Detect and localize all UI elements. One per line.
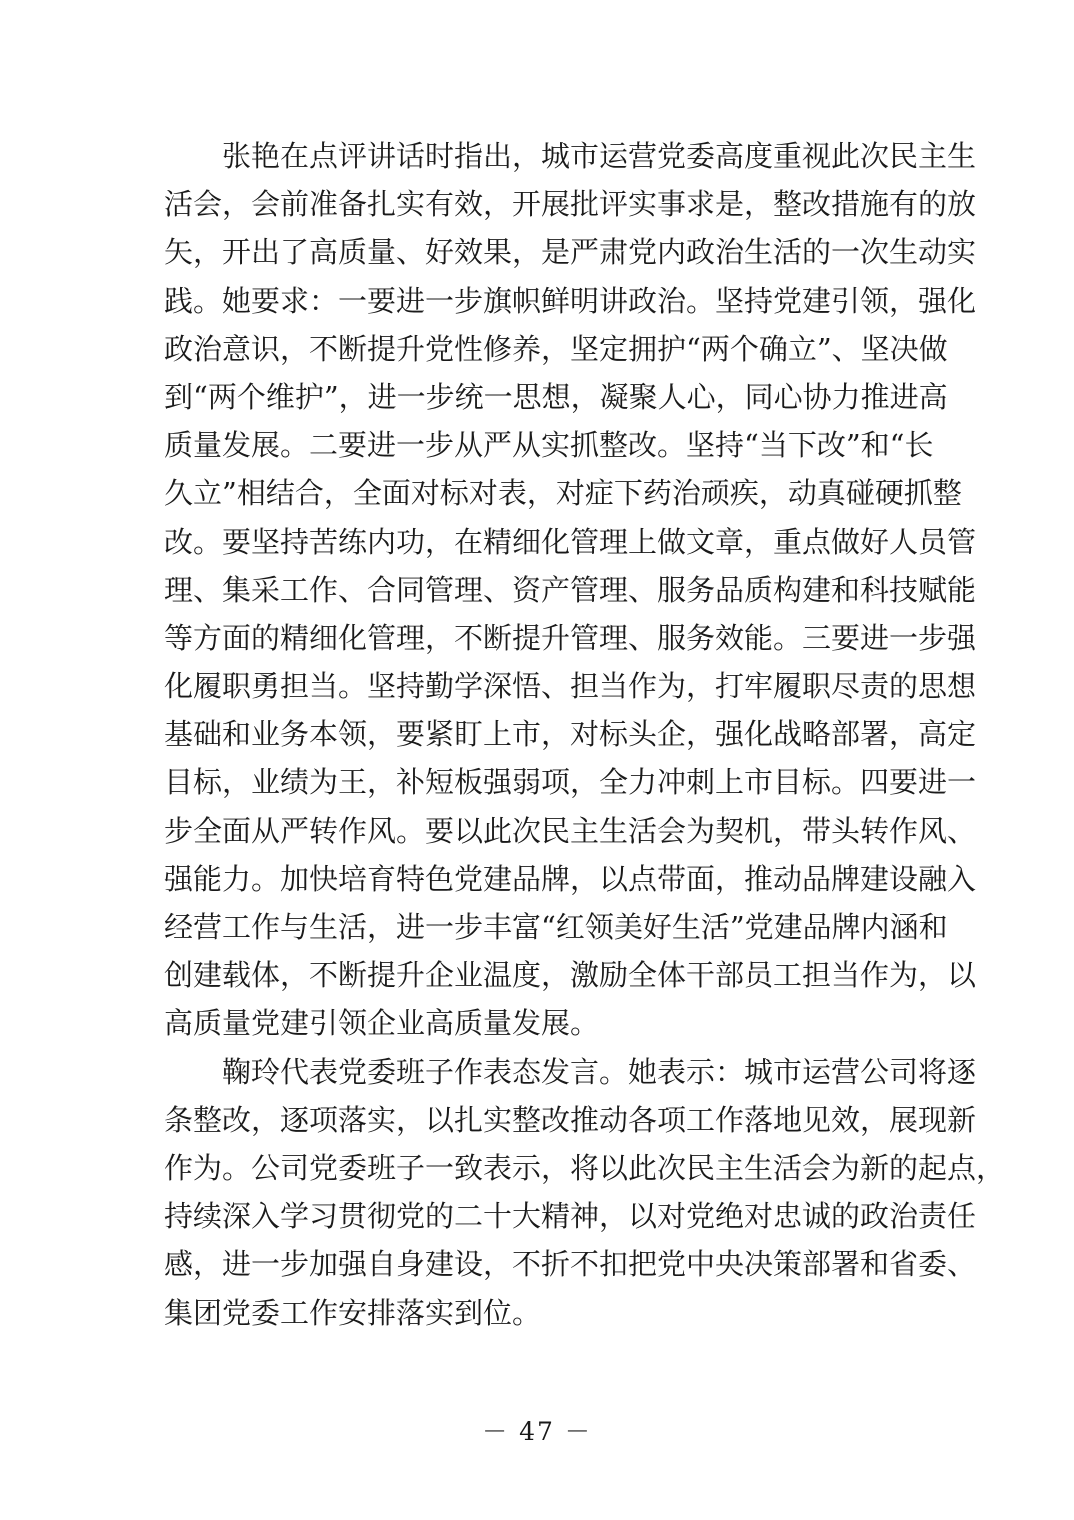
text-line: 条整改，逐项落实，以扎实整改推动各项工作落地见效，展现新 (164, 1102, 977, 1137)
text-line: 持续深入学习贯彻党的二十大精神，以对党绝对忠诚的政治责任 (164, 1199, 977, 1234)
text-line: 经营工作与生活，进一步丰富“红领美好生活”党建品牌内涵和 (164, 910, 948, 944)
text-line: 创建载体，不断提升企业温度，激励全体干部员工担当作为，以 (164, 958, 977, 993)
text-line: 质量发展。二要进一步从严从实抓整改。坚持“当下改”和“长 (164, 428, 934, 463)
text-line: 到“两个维护”，进一步统一思想，凝聚人心，同心协力推进高 (164, 379, 948, 414)
text-line: 目标，业绩为王，补短板强弱项，全力冲刺上市目标。四要进一 (164, 765, 977, 800)
text-line: 矢，开出了高质量、好效果，是严肃党内政治生活的一次生动实 (164, 235, 977, 270)
text-line: 等方面的精细化管理，不断提升管理、服务效能。三要进一步强 (164, 620, 977, 655)
text-line: 鞠玲代表党委班子作表态发言。她表示：城市运营公司将逐 (222, 1054, 977, 1089)
text-line: 活会，会前准备扎实有效，开展批评实事求是，整改措施有的放 (164, 187, 977, 222)
text-line: 化履职勇担当。坚持勤学深悟、担当作为，打牢履职尽责的思想 (164, 669, 977, 704)
text-line: 张艳在点评讲话时指出，城市运营党委高度重视此次民主生 (222, 139, 977, 173)
paragraph-1 (164, 132, 977, 1048)
text-line: 基础和业务本领，要紧盯上市，对标头企，强化战略部署，高定 (164, 717, 977, 752)
body-text (164, 132, 1006, 1337)
text-line: 感，进一步加强自身建设，不折不扣把党中央决策部署和省委、 (164, 1247, 977, 1282)
text-line: 改。要坚持苦练内功，在精细化管理上做文章，重点做好人员管 (164, 524, 977, 559)
text-line: 践。她要求：一要进一步旗帜鲜明讲政治。坚持党建引领，强化 (164, 283, 977, 318)
text-line: 强能力。加快培育特色党建品牌，以点带面，推动品牌建设融入 (164, 861, 977, 896)
paragraph-2 (164, 1048, 1006, 1337)
text-line: 理、集采工作、合同管理、资产管理、服务品质构建和科技赋能 (164, 572, 977, 607)
text-line: 高质量党建引领企业高质量发展。 (164, 1006, 600, 1041)
text-line: 政治意识，不断提升党性修养，坚定拥护“两个确立”、坚决做 (164, 331, 948, 366)
text-line: 集团党委工作安排落实到位。 (164, 1295, 542, 1330)
text-line: 久立”相结合，全面对标对表，对症下药治顽疾，动真碰硬抓整 (164, 476, 962, 511)
page-number: － 47 － (482, 1417, 592, 1446)
text-line: 步全面从严转作风。要以此次民主生活会为契机，带头转作风、 (164, 813, 977, 848)
text-line: 作为。公司党委班子一致表示，将以此次民主生活会为新的起点， (164, 1150, 1006, 1185)
